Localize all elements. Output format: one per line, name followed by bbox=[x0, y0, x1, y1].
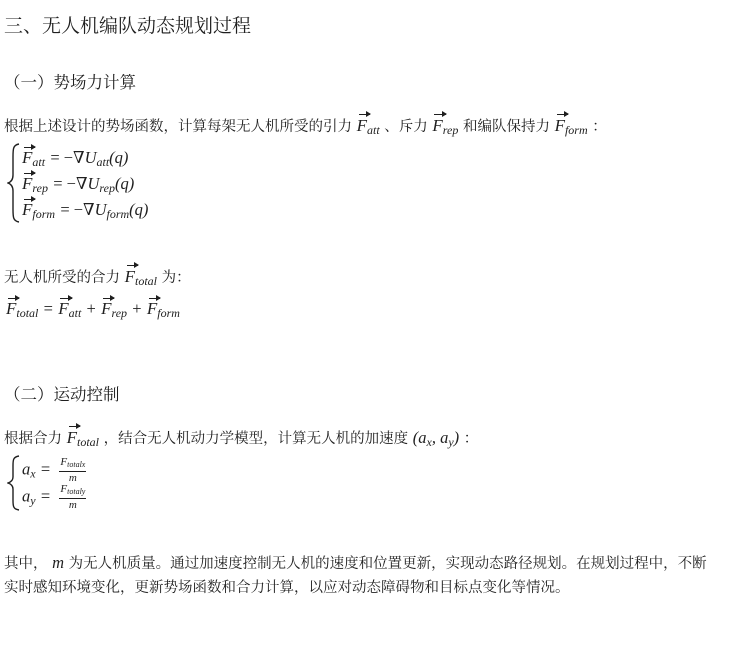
total-force-intro bbox=[4, 264, 191, 292]
final-text: 为无人机质量。通过加速度控制无人机的速度和位置更新，实现动态路径规划。在规划过程中，不断实时感知环境变化，更新势场函数和合力计算，以应对动态障碍物和目标点变化等情况。 bbox=[4, 556, 707, 596]
subsection-title-motion-control: （二）运动控制 bbox=[4, 385, 120, 404]
vector-f-att: $F_{att}$ bbox=[357, 119, 380, 135]
subsection-title-potential-force: （一）势场力计算 bbox=[4, 73, 136, 92]
vector-f-total-inline: $F_{total}$ bbox=[67, 431, 99, 447]
fraction-ax: $\frac{\text{Ftotalx}}{m}$ bbox=[60, 456, 86, 484]
equation-ax: $a_x$ = $\frac{\text{Ftotalx}}{m}$ bbox=[22, 456, 86, 484]
intro-text-before: 根据上述设计的势场函数，计算每架无人机所受的引力 bbox=[4, 119, 352, 135]
intro-text-end: ： bbox=[592, 119, 607, 135]
intro-text-sep: 、斥力 bbox=[384, 119, 428, 135]
total-intro-after: 为： bbox=[161, 270, 191, 286]
fraction-ay: $\frac{\text{Ftotaly}}{m}$ bbox=[60, 483, 86, 511]
total-intro-before: 无人机所受的合力 bbox=[4, 270, 120, 286]
potential-force-intro bbox=[4, 113, 607, 141]
final-text-before: 其中， bbox=[4, 556, 48, 572]
intro-text-and: 和编队保持力 bbox=[462, 119, 550, 135]
motion-control-intro bbox=[4, 425, 478, 453]
mass-symbol: m bbox=[52, 553, 65, 572]
vector-f-rep: $F_{rep}$ bbox=[432, 119, 458, 135]
left-brace-system-1 bbox=[7, 143, 21, 223]
mc-intro-end: ： bbox=[463, 431, 479, 447]
left-brace-system-2 bbox=[7, 455, 21, 511]
equation-f-att: $F_{att} = -\nabla U_{att}(q)$ bbox=[22, 148, 129, 169]
equation-f-rep: $F_{rep} = -\nabla U_{rep}(q)$ bbox=[22, 174, 135, 195]
mc-intro-mid: ，结合无人机动力学模型，计算无人机的加速度 bbox=[103, 431, 409, 447]
mc-intro-before: 根据合力 bbox=[4, 431, 62, 447]
equation-ay: $a_y$ = $\frac{\text{Ftotaly}}{m}$ bbox=[22, 483, 86, 511]
final-paragraph bbox=[4, 551, 709, 600]
vector-f-total: $F_{total}$ bbox=[125, 270, 157, 286]
equation-f-form: $F_{form} = -\nabla U_{form}(q)$ bbox=[22, 200, 149, 221]
vector-f-form: $F_{form}$ bbox=[555, 119, 588, 135]
equation-total-force: $F_{total} = F_{att} + F_{rep} + F_{form}$ bbox=[6, 299, 180, 320]
section-title: 三、无人机编队动态规划过程 bbox=[4, 15, 252, 37]
acceleration-vector: ($a_x$, $a_y$) bbox=[412, 428, 460, 449]
